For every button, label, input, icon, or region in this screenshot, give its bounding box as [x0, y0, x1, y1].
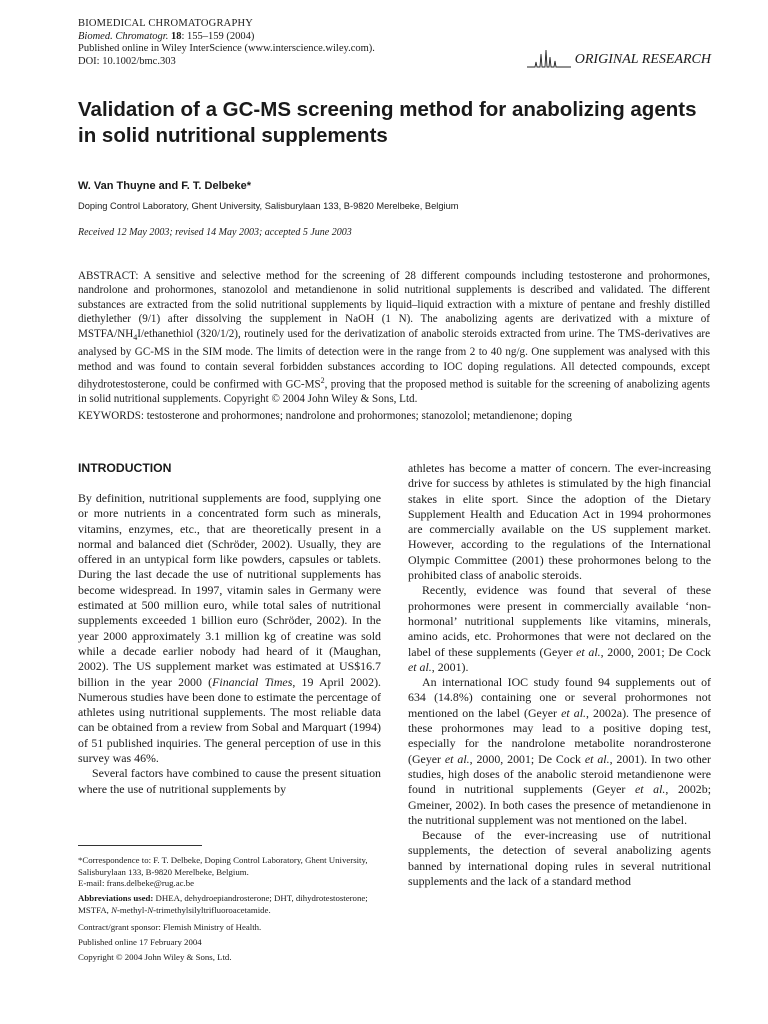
citation: Biomed. Chromatogr. 18: 155–159 (2004) [78, 30, 255, 42]
paragraph: Several factors have combined to cause the present situation where the use of nutritional supplements by [78, 766, 381, 796]
paragraph: By definition, nutritional supplements are food, supplying one or more nutrients in a concentrated form such as minerals, vitamins, enzymes, etc., that are theoretically present in a normal and balanced diet (Schröder, 2002). Usually, they are offered in an untypical form like powders, capsules or tablets. During the last decade the use of nutritional supplements has become widespread. In 1997, vitamin sales in Germany were estimated at 500 million euro, while total sales of nutritional supplements exceeded 1 billion euro (Schröder, 2002). In the year 2000 approximately 3.1 million kg of creatine was sold while a decade earlier nobody had heard of it (Maughan, 2002). The US supplement market was estimated at US$16.7 billion in the year 2000 (Financial Times, 19 April 2002). Numerous studies have been done to estimate the percentage of athletes using nutritional supplements. The most reliable data can be obtained from a review from Sobal and Marquart (1994) of 51 published inquiries. The general perception of use in this survey was 46%. [78, 491, 382, 766]
keywords: KEYWORDS: testosterone and prohormones; nandrolone and prohormones; stanozolol; metandienone; doping [78, 410, 572, 422]
paragraph: Recently, evidence was found that several of these prohormones were present in commercially available ‘non-hormonal’ nutritional supplements like vitamins, minerals, amino acids, etc. Prohormones that were not declared on the label of these supplements (Geyer et al., 2000, 2001; De Cock et al., 2001). [408, 583, 712, 674]
body-column-left [78, 491, 381, 797]
section-label [527, 48, 711, 68]
journal-name: BIOMEDICAL CHROMATOGRAPHY [78, 18, 254, 29]
abstract-label: ABSTRACT: [78, 270, 139, 282]
received-dates: Received 12 May 2003; revised 14 May 2003; accepted 5 June 2003 [78, 227, 352, 238]
body-column-right [408, 461, 711, 889]
paragraph: Because of the ever-increasing use of nutritional supplements, the detection of several anabolizing agents banned by international doping rules in several nutritional supplements and the lack of a standard method [408, 828, 711, 889]
chromatogram-logo-icon [527, 48, 571, 68]
doi: DOI: 10.1002/bmc.303 [78, 55, 176, 67]
sponsor-footnote: Contract/grant sponsor: Flemish Ministry of Health. [78, 922, 262, 932]
paragraph: athletes has become a matter of concern. The ever-increasing drive for success by athletes is stimulated by the high financial stakes in elite sport. Since the adoption of the Dietary Supplement Health and Education Act in 1994 prohormones are commercially available on the US supplement market. However, according to the regulations of the International Olympic Committee (2001) these prohormones belong to the prohibited class of anabolic steroids. [408, 461, 711, 583]
article-title: Validation of a GC-MS screening method for anabolizing agents in solid nutritional supplements [78, 98, 697, 147]
footnote-rule [78, 845, 202, 846]
authors: W. Van Thuyne and F. T. Delbeke* [78, 180, 251, 192]
published-date: Published online 17 February 2004 [78, 937, 202, 947]
copyright: Copyright © 2004 John Wiley & Sons, Ltd. [78, 952, 232, 962]
correspondence-footnote: *Correspondence to: F. T. Delbeke, Doping Control Laboratory, Ghent University, Salisburylaan 133, B-9820 Merelbeke, Belgium. E-mail: frans.delbeke@rug.ac.be [78, 855, 388, 890]
keywords-label: KEYWORDS: [78, 410, 144, 422]
section-heading-introduction: INTRODUCTION [78, 461, 172, 475]
paragraph: An international IOC study found 94 supplements out of 634 (14.8%) containing one or several prohormones not mentioned on the label (Geyer et al., 2002a). The presence of these prohormones may lead to a positive doping test, especially for the nandrolone metabolite norandrosterone (Geyer et al., 2000, 2001; De Cock et al., 2001). In two other studies, high doses of the anabolic steroid metandienone were found in nutritional supplements (Geyer et al., 2002b; Gmeiner, 2002). In both cases the presence of metandienone in the nutritional supplement was not mentioned on the label. [408, 675, 712, 827]
journal-header [78, 18, 375, 68]
email: E-mail: frans.delbeke@rug.ac.be [78, 878, 195, 889]
section-label-text: ORIGINAL RESEARCH [574, 52, 711, 67]
abstract: ABSTRACT: A sensitive and selective method for the screening of 28 different compounds including testosterone and prohormones, nandrolone and prohormones, stanozolol and metandienone in solid nutritional supplements is described and validated. The different substances are extracted from the solid nutritional supplements by liquid–liquid extraction with a mixture of pentane and freshly distilled diethylether (9/1) after dissolving the supplement in NaOH (1 N). The anabolizing agents are derivatized with a mixture of MSTFA/$NH_4I$/ethanethiol (320/1/2), routinely used for the derivatization of anabolic steroids extracted from urine. The TMS-derivatives are analysed by GC-MS in the SIM mode. The limits of detection were in the range from 2 to 40 ng/g. One supplement was analysed with this method and was found to contain several forbidden substances according to IOC doping regulations. All detected compounds, except dihydrotestosterone, could be confirmed with $GC-MS^2$, proving that the proposed method is suitable for the screening of anabolizing agents in solid nutritional supplements. Copyright © 2004 John Wiley & Sons, Ltd. [78, 270, 710, 406]
affiliation: Doping Control Laboratory, Ghent University, Salisburylaan 133, B-9820 Merelbeke, Belgium [78, 201, 459, 211]
published-online-line: Published online in Wiley InterScience (www.interscience.wiley.com). [78, 43, 375, 54]
abbreviations-footnote: Abbreviations used: DHEA, dehydroepiandrosterone; DHT, dihydrotestosterone; MSTFA, N-methyl-N-trimethylsilyltrifluoroacetamide. [78, 893, 368, 915]
